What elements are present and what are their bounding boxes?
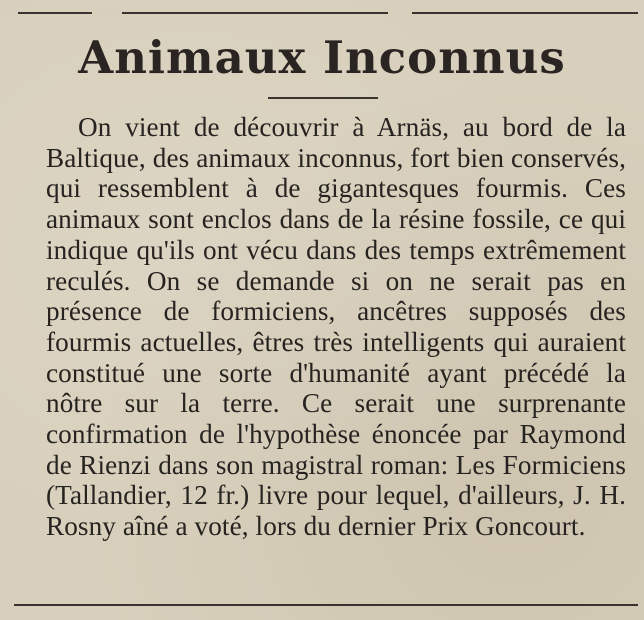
article-body: On vient de découvrir à Arnäs, au bord de la Baltique, des animaux inconnus, fort bien conservés, qui ressemblent à de gigantesques fourmis. Ces animaux sont enclos dans de la résine fossile, ce qui indique qu'ils ont vécu dans des temps extrêmement reculés. On se demande si on ne serait pas en présence de formiciens, ancêtres supposés des fourmis actuelles, êtres très intelligents qui auraient constitué une sorte d'humanité ayant précédé la nôtre sur la terre. Ce serait une surprenante confirmation de l'hypothèse énoncée par Raymond de Rienzi dans son magistral roman: Les Formiciens (Tallandier, 12 fr.) livre pour lequel, d'ailleurs, J. H. Rosny aîné a voté, lors du dernier Prix Goncourt.	[46, 112, 626, 542]
top-rule-break	[92, 9, 122, 17]
title-underline	[268, 97, 378, 99]
top-rule-break-2	[388, 9, 412, 17]
bottom-rule	[14, 604, 638, 606]
article-title: Animaux Inconnus	[78, 31, 566, 84]
